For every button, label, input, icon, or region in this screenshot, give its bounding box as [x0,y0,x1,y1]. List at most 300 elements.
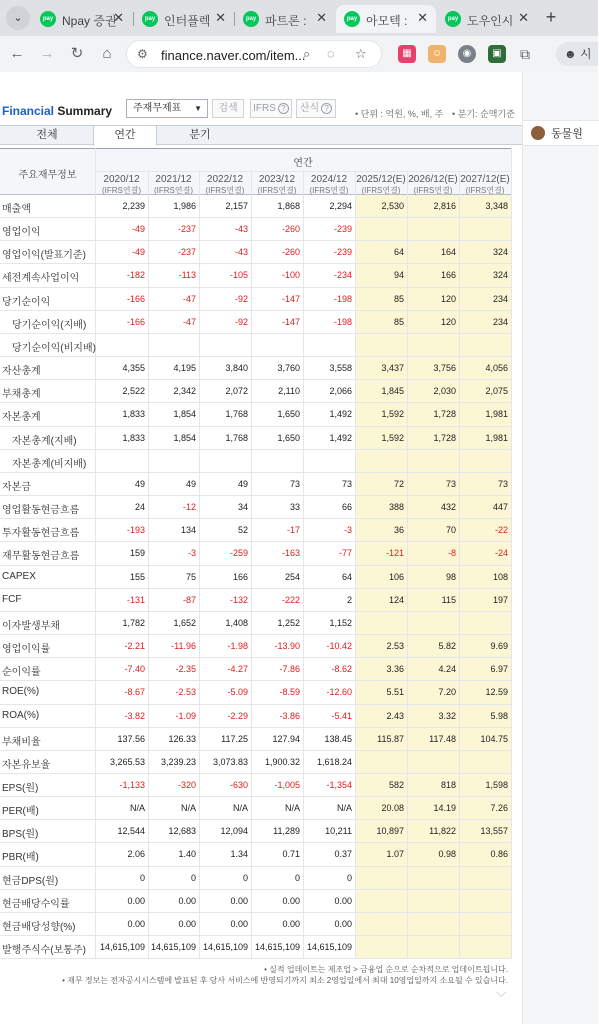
table-cell: -4.27 [227,664,248,675]
table-cell: 73 [341,478,352,489]
row-label: CAPEX [2,570,36,582]
table-cell: 127.94 [272,733,300,744]
ifrs-label: IFRS [253,103,276,114]
table-cell: N/A [180,803,196,814]
table-cell: 324 [492,247,508,258]
table-cell: 12,683 [168,826,196,837]
table-cell: 98 [445,571,456,582]
table-cell: 14,615,109 [150,942,196,953]
column-year[interactable]: 2023/12 [258,174,296,185]
table-cell: -198 [333,316,352,327]
table-cell: -49 [131,224,145,235]
table-cell: 4.24 [438,664,456,675]
table-cell: 3.32 [438,710,456,721]
column-year[interactable]: 2027/12(E) [460,174,510,185]
table-cell: -237 [177,224,196,235]
table-cell: -12 [182,502,196,513]
table-cell: 1.40 [178,849,196,860]
table-cell: 1,650 [277,432,300,443]
browser-tab-active[interactable] [336,5,436,33]
table-cell: 7.20 [438,687,456,698]
forward-arrow-icon[interactable]: → [39,45,55,62]
column-basis: (IFRS연결) [257,186,297,195]
table-cell: 3,760 [277,363,300,374]
column-basis: (IFRS연결) [153,186,193,195]
table-cell: -43 [234,247,248,258]
table-cell: -222 [281,594,300,605]
table-cell: 0.00 [178,895,196,906]
table-cell: 3.36 [386,664,404,675]
row-label: 발행주식수(보통주) [2,945,86,957]
row-label: 현금배당성향(%) [2,921,76,933]
table-cell: 36 [393,525,404,536]
table-cell: 3,073.83 [212,756,248,767]
table-cell: 126.33 [168,733,196,744]
table-cell: -260 [281,224,300,235]
browser-toolbar [0,36,598,72]
table-cell: -259 [229,548,248,559]
table-cell: 106 [388,571,404,582]
table-cell: -47 [182,293,196,304]
search-button[interactable]: 검색 [212,99,244,118]
period-note: • 분기: 순액기준 [452,109,515,119]
table-cell: 0.00 [178,918,196,929]
table-cell: 0.00 [334,895,352,906]
table-cell: 1.34 [230,849,248,860]
column-year[interactable]: 2025/12(E) [356,174,406,185]
table-cell: 1,728 [433,409,456,420]
table-cell: -5.41 [331,710,352,721]
table-cell: 20.08 [381,803,404,814]
table-cell: 120 [440,316,456,327]
row-label: 자본유보율 [2,759,51,771]
table-cell: 138.45 [324,733,352,744]
extensions-puzzle-icon[interactable]: ⧉ [520,46,530,62]
site-info-icon[interactable]: ⚙ [137,47,148,61]
table-cell: -13.90 [274,641,300,652]
table-cell: -147 [281,316,300,327]
table-cell: 4,355 [122,363,145,374]
browser-tab-strip [0,0,598,36]
table-cell: -113 [178,270,196,281]
table-cell: 3,348 [485,201,508,211]
table-cell: 447 [492,502,508,513]
row-label: EPS(원) [2,783,39,794]
row-label: 순이익률 [2,667,41,679]
table-cell: -3 [187,548,196,559]
url-text[interactable]: finance.naver.com/item... [161,48,306,63]
naver-pay-favicon-icon: pay [344,11,360,27]
bookmark-star-icon[interactable]: ☆ [355,46,367,61]
table-cell: -77 [338,548,352,559]
table-cell: 0.71 [282,849,300,860]
table-cell: 2,072 [225,386,248,397]
table-cell: -2.29 [227,710,248,721]
row-label: 영업이익(발표기준) [2,250,86,262]
tab-quarterly[interactable]: 분기 [189,129,211,141]
table-cell: -5.09 [227,687,248,698]
new-tab-button[interactable]: + [545,7,557,27]
table-cell: 1,768 [225,409,248,420]
table-cell: 0.00 [127,895,145,906]
close-tab-icon[interactable]: ✕ [417,10,428,25]
table-cell: 1,868 [277,201,300,211]
table-cell: 24 [134,502,145,513]
table-cell: 1,492 [329,432,352,443]
table-cell: -239 [333,224,352,235]
table-cell: -17 [286,525,300,536]
formula-label: 산식 [299,103,320,114]
extension-icon[interactable]: ☺ [428,45,446,63]
table-cell: -1,354 [326,780,352,790]
row-label: 자본총계(비지배) [12,458,87,470]
table-cell: 1,833 [122,409,145,420]
browser-tab[interactable] [235,5,335,33]
table-cell: 117.25 [221,733,248,744]
table-cell: 0.98 [438,849,456,860]
table-cell: 1,592 [381,432,404,443]
close-tab-icon[interactable]: ✕ [215,10,226,25]
table-cell: 1,845 [381,386,404,397]
table-cell: N/A [284,803,300,814]
table-cell: N/A [232,803,248,814]
browser-tab[interactable] [32,5,132,33]
table-cell: -12.60 [326,687,352,698]
table-cell: 2,075 [485,386,508,397]
footnote: • 실적 업데이트는 제조업 > 금융업 순으로 순차적으로 업데이트됩니다. [264,965,508,974]
help-icon: ? [278,103,289,114]
table-cell: -3.82 [124,710,145,721]
table-cell: -132 [229,594,248,605]
browser-tab[interactable] [437,5,537,33]
table-cell: 1,252 [277,617,300,628]
table-cell: 0 [294,872,300,883]
home-icon[interactable]: ⌂ [102,45,112,62]
close-tab-icon[interactable]: ✕ [518,10,529,25]
table-cell: 1,900.32 [264,756,300,767]
table-cell: -630 [229,780,248,790]
table-cell: 2,522 [122,386,145,397]
table-cell: -2.53 [175,687,196,698]
table-cell: -193 [126,525,145,536]
table-cell: -7.86 [279,664,300,675]
table-cell: 85 [393,316,404,327]
column-basis: (IFRS연결) [465,186,505,195]
row-label: 영업활동현금흐름 [2,505,80,517]
table-cell: 73 [497,478,508,489]
row-label: 세전계속사업이익 [2,273,80,285]
profile-button[interactable] [556,42,598,66]
table-cell: 2,239 [122,201,145,211]
table-header-group: 연간 [293,158,313,169]
row-label: 자본금 [2,481,31,493]
table-cell: -1,005 [274,780,300,790]
table-cell: 0 [139,872,145,883]
table-cell: 1,592 [381,409,404,420]
table-cell: 0.00 [230,918,248,929]
table-cell: 1,408 [225,617,248,628]
column-basis: (IFRS연결) [101,186,141,195]
table-cell: 0.00 [282,918,300,929]
table-cell: 166 [440,270,456,281]
row-label: 매출액 [2,204,31,215]
table-cell: 137.56 [117,733,145,744]
table-cell: 7.26 [490,803,508,814]
table-cell: 1,782 [122,617,145,628]
naver-pay-favicon-icon: pay [445,11,461,27]
table-cell: 12,544 [117,826,145,837]
footnote: • 재무 정보는 전자공시시스템에 발표된 후 당사 서비스에 반영되기까지 최소 2영업일에서 최대 10영업일까지 소요될 수 있습니다. [62,976,508,985]
table-cell: 1,598 [485,780,508,790]
table-cell: 1,981 [485,409,508,420]
table-cell: -1.98 [227,641,248,652]
table-cell: 104.75 [480,733,508,744]
column-basis: (IFRS연결) [205,186,245,195]
table-cell: 0.00 [334,918,352,929]
table-cell: 2 [346,594,352,605]
table-cell: -163 [281,548,300,559]
table-cell: -121 [385,548,404,559]
sidebar-item-zoo[interactable] [523,120,599,146]
table-cell: 5.51 [386,687,404,698]
table-cell: -100 [281,270,300,281]
tab-all[interactable]: 전체 [36,129,58,141]
column-year[interactable]: 2026/12(E) [408,174,458,185]
row-label: 이자발생부채 [2,620,60,632]
table-cell: 85 [393,293,404,304]
naver-pay-favicon-icon: pay [243,11,259,27]
table-cell: -166 [126,316,145,327]
table-cell: -8.59 [279,687,300,698]
row-label: PBR(배) [2,852,39,864]
table-cell: N/A [129,803,145,814]
table-cell: 1,152 [329,617,352,628]
zoo-avatar-icon [531,126,545,140]
table-cell: 1,652 [173,617,196,628]
table-cell: -8 [447,548,456,559]
table-cell: 115.87 [377,733,404,744]
row-label: 현금DPS(원) [2,875,59,887]
table-cell: -24 [494,548,508,559]
select-value: 주재무제표 [133,103,182,114]
table-cell: -198 [333,293,352,304]
table-cell: 2,157 [225,201,248,211]
table-cell: 0.00 [127,918,145,929]
table-cell: -47 [182,316,196,327]
table-cell: 164 [440,247,456,258]
ifrs-button[interactable] [250,99,292,118]
table-cell: 1,986 [173,201,196,211]
back-arrow-icon[interactable]: ← [9,45,25,62]
table-cell: 73 [445,478,456,489]
row-label: 자본총계(지배) [12,435,77,447]
extension-icon[interactable]: ▦ [398,45,416,63]
table-cell: -87 [182,594,196,605]
table-cell: 14,615,109 [202,942,248,953]
table-cell: 2,816 [433,201,456,211]
row-label: 부채총계 [2,389,41,401]
table-cell: -2.35 [175,664,196,675]
row-label: 자본총계 [2,412,41,424]
table-cell: 34 [237,502,248,513]
table-cell: 1,618.24 [316,756,352,767]
column-year[interactable]: 2021/12 [155,174,192,185]
table-cell: 108 [492,571,508,582]
table-cell: 14,615,109 [306,942,352,953]
table-cell: 3,239.23 [160,756,196,767]
unit-note: • 단위 : 억원, %, 배, 주 [355,109,444,119]
table-cell: -131 [126,594,145,605]
table-cell: N/A [336,803,352,814]
table-cell: 2.06 [127,849,145,860]
table-header-label: 주요재무정보 [18,170,77,181]
reload-icon[interactable]: ↻ [70,45,84,62]
table-cell: -2.21 [124,641,145,652]
chevron-down-icon[interactable]: ⌵ [496,984,507,1000]
table-cell: 3,558 [329,363,352,374]
table-cell: 94 [393,270,404,281]
table-cell: 0.86 [490,849,508,860]
section-title-part2: Summary [54,104,113,118]
close-tab-icon[interactable]: ✕ [113,10,124,25]
table-cell: -166 [126,293,145,304]
table-cell: 52 [237,525,248,536]
table-cell: -237 [177,247,196,258]
table-cell: -43 [234,224,248,235]
address-bar[interactable] [126,40,382,68]
table-cell: 1,492 [329,409,352,420]
table-cell: -92 [234,316,248,327]
table-cell: 75 [185,571,196,582]
statement-type-select[interactable] [126,99,208,118]
table-cell: 11,822 [429,826,456,837]
row-label: 당기순이익(지배) [12,319,87,331]
table-cell: 3,756 [433,363,456,374]
row-label: 투자활동현금흐름 [2,528,80,540]
table-cell: 124 [388,594,404,605]
browser-tab[interactable] [134,5,234,33]
table-cell: 3,840 [225,363,248,374]
financial-summary-section [0,72,522,1024]
table-cell: 49 [185,478,196,489]
tab-search-menu-icon[interactable]: ⌄ [6,6,30,30]
column-year[interactable]: 2020/12 [103,174,140,185]
table-cell: -92 [234,293,248,304]
table-cell: 64 [341,571,352,582]
row-label: 영업이익 [2,227,41,239]
table-cell: 2.53 [386,641,404,652]
row-label: 현금배당수익률 [2,898,70,910]
table-cell: 2,530 [381,201,404,211]
close-tab-icon[interactable]: ✕ [316,10,327,25]
tab-title: Npay 증권 [62,14,117,28]
table-cell: 49 [134,478,145,489]
table-cell: 0 [242,872,248,883]
row-label: 재무활동현금흐름 [2,551,80,563]
table-cell: 14.19 [433,803,456,814]
table-cell: 12.59 [485,687,508,698]
row-label: 당기순이익(비지배) [12,342,96,354]
table-cell: 10,211 [325,826,352,837]
table-cell: 0.00 [230,895,248,906]
column-basis: (IFRS연결) [361,186,401,195]
table-cell: 2,342 [173,386,196,397]
table-cell: 117.48 [429,733,456,744]
table-cell: 432 [440,502,456,513]
formula-button[interactable] [296,99,336,118]
table-cell: 2,294 [329,201,352,211]
table-cell: 324 [492,270,508,281]
table-cell: 1,833 [122,432,145,443]
column-basis: (IFRS연결) [413,186,453,195]
row-label: ROE(%) [2,686,40,698]
row-label: FCF [2,593,22,605]
tab-annual[interactable]: 연간 [93,126,157,146]
table-cell: 4,195 [173,363,196,374]
table-cell: 134 [180,525,196,536]
table-cell: 2.43 [386,710,404,721]
column-year[interactable]: 2024/12 [310,174,348,185]
table-cell: -260 [281,247,300,258]
sidebar-item-label: 동물원 [551,128,583,140]
help-icon: ? [321,103,332,114]
table-cell: -3.86 [279,710,300,721]
section-title [2,104,112,118]
table-cell: -49 [131,247,145,258]
column-basis: (IFRS연결) [309,186,349,195]
table-cell: 120 [440,293,456,304]
table-cell: 10,897 [376,826,404,837]
zoom-icon[interactable]: ⌕ [303,46,311,61]
section-title-part1: Financial [2,104,55,118]
profile-person-icon: ☻ [564,47,580,61]
table-cell: 115 [441,594,456,605]
table-cell: -3 [343,525,352,536]
table-cell: 5.82 [438,641,456,652]
table-cell: -239 [333,247,352,258]
table-cell: 6.97 [490,664,508,675]
page-content [0,72,598,1024]
eye-off-icon[interactable]: ◌ [327,46,335,61]
table-cell: 388 [388,502,404,513]
table-cell: 64 [393,247,404,258]
table-cell: 1,981 [485,432,508,443]
table-cell: 0.00 [282,895,300,906]
table-cell: 1,854 [173,409,196,420]
tab-title: 아모텍 : [366,14,408,28]
naver-pay-favicon-icon: pay [142,11,158,27]
extension-icon[interactable]: ▣ [488,45,506,63]
table-cell: 1,854 [173,432,196,443]
table-cell: 3,437 [381,363,404,374]
period-tabs [0,125,522,145]
naver-pay-favicon-icon: pay [40,11,56,27]
table-cell: 582 [388,780,404,790]
row-label: PER(배) [2,806,39,818]
table-cell: -1.09 [175,710,196,721]
table-cell: 1,650 [277,409,300,420]
row-label: 자산총계 [2,366,41,378]
table-cell: 818 [440,780,456,790]
profile-label: 시 [579,47,592,61]
extension-icon[interactable]: ◉ [458,45,476,63]
table-cell: 2,030 [433,386,456,397]
table-cell: 12,094 [220,826,248,837]
table-cell: -7.40 [124,664,145,675]
table-cell: 1,768 [225,432,248,443]
column-year[interactable]: 2022/12 [206,174,244,185]
table-cell: 1,728 [433,432,456,443]
